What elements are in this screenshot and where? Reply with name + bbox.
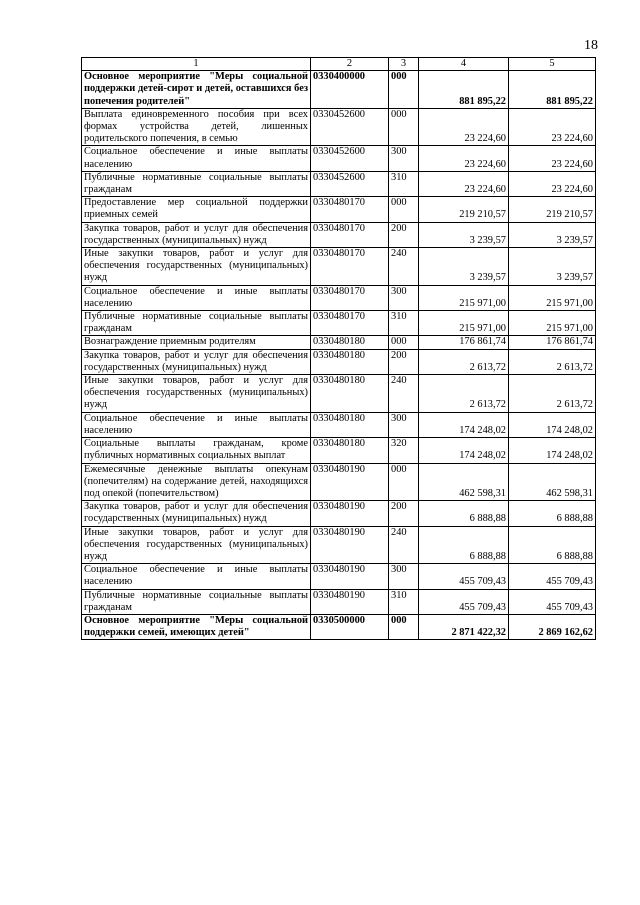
table-row	[82, 146, 596, 171]
header-cell-1: 1	[82, 58, 311, 71]
row-amount-2-cell: 462 598,31	[509, 463, 596, 501]
row-name-cell: Ежемесячные денежные выплаты опекунам (попечителям) на содержание детей, находящихся под опекой (попечительством)	[82, 463, 311, 501]
row-amount-2-cell: 176 861,74	[509, 336, 596, 349]
row-amount-1-cell: 881 895,22	[419, 71, 509, 109]
row-amount-1-cell: 6 888,88	[419, 526, 509, 564]
row-amount-1-cell: 462 598,31	[419, 463, 509, 501]
row-type-cell: 200	[389, 501, 419, 526]
row-amount-1-cell: 23 224,60	[419, 146, 509, 171]
row-name-cell: Закупка товаров, работ и услуг для обеспечения государственных (муниципальных) нужд	[82, 501, 311, 526]
row-name-cell: Социальное обеспечение и иные выплаты населению	[82, 285, 311, 310]
row-code-cell: 0330400000	[311, 71, 389, 109]
table-row	[82, 222, 596, 247]
header-cell-4: 4	[419, 58, 509, 71]
row-amount-2-cell: 219 210,57	[509, 197, 596, 222]
row-amount-1-cell: 3 239,57	[419, 248, 509, 286]
row-type-cell: 000	[389, 336, 419, 349]
table-row	[82, 336, 596, 349]
row-code-cell: 0330480190	[311, 501, 389, 526]
row-name-cell: Основное мероприятие "Меры социальной поддержки семей, имеющих детей"	[82, 614, 311, 639]
row-name-cell: Вознаграждение приемным родителям	[82, 336, 311, 349]
row-name-cell: Выплата единовременного пособия при всех формах устройства детей, лишенных родительского попечения, в семью	[82, 108, 311, 146]
row-type-cell: 000	[389, 614, 419, 639]
row-amount-1-cell: 2 613,72	[419, 375, 509, 413]
row-type-cell: 310	[389, 589, 419, 614]
row-name-cell: Основное мероприятие "Меры социальной поддержки детей-сирот и детей, оставшихся без попечения родителей"	[82, 71, 311, 109]
row-name-cell: Публичные нормативные социальные выплаты гражданам	[82, 171, 311, 196]
table-row	[82, 248, 596, 286]
row-amount-1-cell: 219 210,57	[419, 197, 509, 222]
row-code-cell: 0330452600	[311, 146, 389, 171]
row-amount-1-cell: 2 871 422,32	[419, 614, 509, 639]
row-type-cell: 000	[389, 108, 419, 146]
table-row	[82, 501, 596, 526]
row-amount-2-cell: 2 613,72	[509, 349, 596, 374]
header-cell-5: 5	[509, 58, 596, 71]
row-code-cell: 0330480190	[311, 589, 389, 614]
table-row	[82, 71, 596, 109]
row-amount-1-cell: 6 888,88	[419, 501, 509, 526]
row-amount-1-cell: 455 709,43	[419, 564, 509, 589]
header-cell-3: 3	[389, 58, 419, 71]
table-row	[82, 526, 596, 564]
row-amount-2-cell: 455 709,43	[509, 564, 596, 589]
row-type-cell: 200	[389, 349, 419, 374]
row-amount-2-cell: 881 895,22	[509, 71, 596, 109]
row-amount-1-cell: 215 971,00	[419, 311, 509, 336]
table-header-row	[82, 58, 596, 71]
row-amount-2-cell: 6 888,88	[509, 501, 596, 526]
row-code-cell: 0330480180	[311, 438, 389, 463]
row-type-cell: 240	[389, 375, 419, 413]
row-code-cell: 0330480170	[311, 197, 389, 222]
table-row	[82, 564, 596, 589]
row-type-cell: 310	[389, 171, 419, 196]
row-name-cell: Публичные нормативные социальные выплаты гражданам	[82, 589, 311, 614]
row-amount-2-cell: 455 709,43	[509, 589, 596, 614]
row-amount-2-cell: 2 869 162,62	[509, 614, 596, 639]
row-amount-2-cell: 3 239,57	[509, 248, 596, 286]
row-type-cell: 000	[389, 71, 419, 109]
row-name-cell: Иные закупки товаров, работ и услуг для обеспечения государственных (муниципальных) нужд	[82, 375, 311, 413]
table-row	[82, 614, 596, 639]
row-name-cell: Иные закупки товаров, работ и услуг для обеспечения государственных (муниципальных) нужд	[82, 526, 311, 564]
row-code-cell: 0330480170	[311, 248, 389, 286]
row-code-cell: 0330452600	[311, 171, 389, 196]
row-type-cell: 300	[389, 146, 419, 171]
row-name-cell: Публичные нормативные социальные выплаты гражданам	[82, 311, 311, 336]
row-amount-1-cell: 174 248,02	[419, 412, 509, 437]
row-type-cell: 310	[389, 311, 419, 336]
table-row	[82, 311, 596, 336]
row-amount-1-cell: 23 224,60	[419, 108, 509, 146]
row-name-cell: Закупка товаров, работ и услуг для обеспечения государственных (муниципальных) нужд	[82, 222, 311, 247]
page-number: 18	[584, 38, 598, 53]
row-amount-2-cell: 215 971,00	[509, 311, 596, 336]
table-row	[82, 412, 596, 437]
row-code-cell: 0330480180	[311, 349, 389, 374]
table-row	[82, 197, 596, 222]
row-name-cell: Закупка товаров, работ и услуг для обеспечения государственных (муниципальных) нужд	[82, 349, 311, 374]
row-amount-1-cell: 176 861,74	[419, 336, 509, 349]
row-name-cell: Социальное обеспечение и иные выплаты населению	[82, 146, 311, 171]
table-row	[82, 108, 596, 146]
row-amount-1-cell: 3 239,57	[419, 222, 509, 247]
row-amount-2-cell: 23 224,60	[509, 171, 596, 196]
row-name-cell: Предоставление мер социальной поддержки приемных семей	[82, 197, 311, 222]
row-amount-2-cell: 3 239,57	[509, 222, 596, 247]
table-row	[82, 438, 596, 463]
row-type-cell: 300	[389, 564, 419, 589]
table-row	[82, 463, 596, 501]
row-type-cell: 200	[389, 222, 419, 247]
row-code-cell: 0330480190	[311, 463, 389, 501]
row-type-cell: 000	[389, 463, 419, 501]
row-amount-2-cell: 23 224,60	[509, 146, 596, 171]
row-code-cell: 0330452600	[311, 108, 389, 146]
row-amount-2-cell: 2 613,72	[509, 375, 596, 413]
row-code-cell: 0330480180	[311, 375, 389, 413]
row-code-cell: 0330480170	[311, 285, 389, 310]
table-row	[82, 349, 596, 374]
row-amount-2-cell: 6 888,88	[509, 526, 596, 564]
row-amount-2-cell: 174 248,02	[509, 412, 596, 437]
row-type-cell: 240	[389, 248, 419, 286]
row-type-cell: 000	[389, 197, 419, 222]
row-code-cell: 0330480180	[311, 412, 389, 437]
row-type-cell: 320	[389, 438, 419, 463]
row-code-cell: 0330480170	[311, 222, 389, 247]
row-name-cell: Иные закупки товаров, работ и услуг для обеспечения государственных (муниципальных) нужд	[82, 248, 311, 286]
row-name-cell: Социальное обеспечение и иные выплаты населению	[82, 412, 311, 437]
row-type-cell: 300	[389, 412, 419, 437]
row-code-cell: 0330480180	[311, 336, 389, 349]
row-type-cell: 300	[389, 285, 419, 310]
row-code-cell: 0330480190	[311, 564, 389, 589]
row-amount-1-cell: 2 613,72	[419, 349, 509, 374]
budget-table	[81, 57, 596, 640]
table-row	[82, 285, 596, 310]
row-amount-1-cell: 23 224,60	[419, 171, 509, 196]
table-row	[82, 375, 596, 413]
row-amount-2-cell: 174 248,02	[509, 438, 596, 463]
row-name-cell: Социальное обеспечение и иные выплаты населению	[82, 564, 311, 589]
header-cell-2: 2	[311, 58, 389, 71]
row-name-cell: Социальные выплаты гражданам, кроме публичных нормативных социальных выплат	[82, 438, 311, 463]
row-amount-1-cell: 174 248,02	[419, 438, 509, 463]
row-amount-2-cell: 23 224,60	[509, 108, 596, 146]
row-type-cell: 240	[389, 526, 419, 564]
table-row	[82, 171, 596, 196]
row-amount-1-cell: 215 971,00	[419, 285, 509, 310]
row-amount-2-cell: 215 971,00	[509, 285, 596, 310]
row-code-cell: 0330480170	[311, 311, 389, 336]
row-amount-1-cell: 455 709,43	[419, 589, 509, 614]
row-code-cell: 0330500000	[311, 614, 389, 639]
table-row	[82, 589, 596, 614]
row-code-cell: 0330480190	[311, 526, 389, 564]
